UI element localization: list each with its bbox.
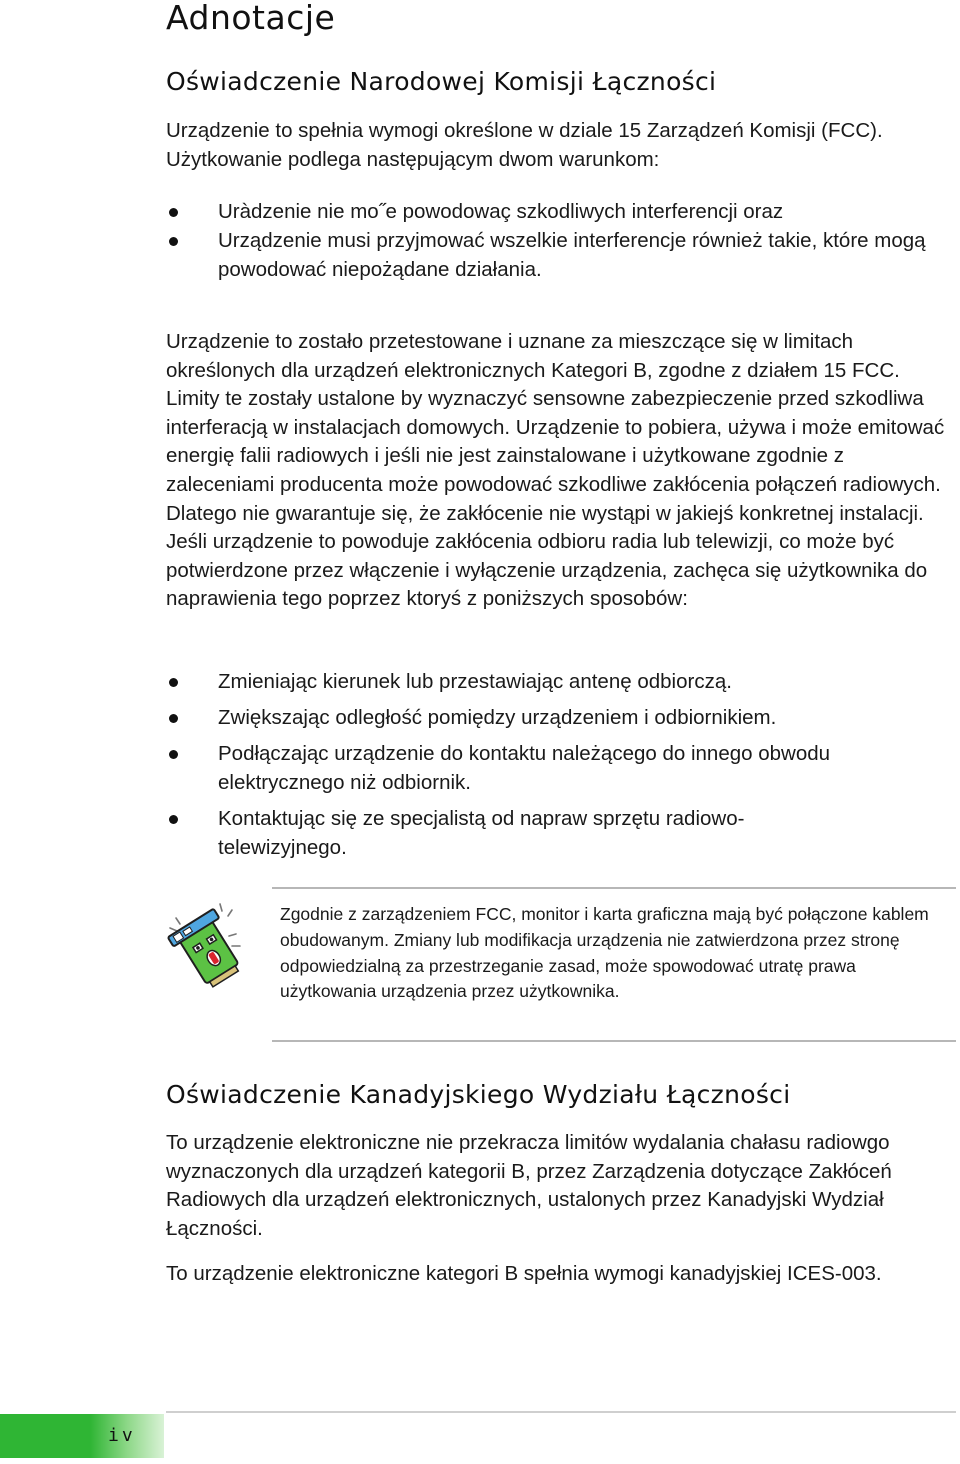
canada-heading: Oświadczenie Kanadyjskiego Wydziału Łączności	[166, 1080, 791, 1109]
fcc-heading: Oświadczenie Narodowej Komisji Łączności	[166, 67, 717, 96]
footer-divider	[166, 1411, 956, 1413]
bullet-icon	[169, 208, 178, 217]
list-item-text: Podłączając urządzenie do kontaktu należącego do innego obwodu elektrycznego niż odbiornik.	[218, 742, 831, 794]
page-number: iv	[108, 1425, 136, 1446]
list-item-text: Zmieniając kierunek lub przestawiając antenę odbiorczą.	[218, 670, 732, 693]
list-item	[166, 226, 956, 284]
bullet-icon	[169, 678, 178, 687]
note-bottom-divider	[272, 1040, 956, 1042]
canada-paragraph-2: To urządzenie elektroniczne kategori B spełnia wymogi kanadyjskiej ICES-003.	[166, 1262, 882, 1285]
list-item-text: Kontaktując się ze specjalistą od napraw sprzętu radiowo-telewizyjnego.	[218, 807, 745, 859]
list-item-text: Urządzenie musi przyjmować wszelkie interferencje również takie, które mogą powodować niepożądane działania.	[218, 229, 926, 281]
fcc-body: Urządzenie to zostało przetestowane i uznane za mieszczące się w limitach określonych dla urządzeń elektronicznych Kategori B, zgodne z działem 15 FCC. Limity te zostały ustalone by wyznaczyć sensowne zabezpieczenie przed szkodliwa interferacją w instalacjach domowych. Urządzenie to pobiera, używa i może emitować energię falii radiowych i jeśli nie jest zainstalowane i użytkowane zgodnie z zaleceniami producenta może powodować szkodliwe zakłócenia połączeń radiowych. Dlatego nie gwarantuje się, że zakłócenie nie wystąpi w jakiejś konkretnej instalacji. Jeśli urządzenie to powoduje zakłócenia odbioru radia lub telewizji, co może być potwierdzone przez włączenie i wyłączenie urządzenia, zachęca się użytkownika do naprawienia tego poprzez ktoryś z poniższych sposobów:	[166, 330, 945, 611]
list-item	[166, 804, 956, 862]
list-item-text: Uràdzenie nie mo˝e powodowaç szkodliwych interferencji oraz	[218, 200, 784, 223]
fcc-remedies-list	[166, 667, 956, 862]
warning-card-icon	[160, 898, 248, 990]
fcc-conditions-list	[166, 197, 956, 284]
canada-paragraph-1: To urządzenie elektroniczne nie przekracza limitów wydalania chałasu radiowgo wyznaczonych dla urządzeń kategorii B, przez Zarządzenia dotyczące Zakłóceń Radiowych dla urządzeń elektronicznych, ustalonych przez Kanadyjski Wydział Łączności.	[166, 1131, 892, 1240]
bullet-icon	[169, 237, 178, 246]
list-item	[166, 667, 956, 696]
list-item	[166, 197, 956, 226]
note-top-divider	[272, 887, 956, 889]
bullet-icon	[169, 714, 178, 723]
list-item	[166, 739, 956, 797]
list-item	[166, 703, 956, 732]
fcc-intro: Urządzenie to spełnia wymogi określone w dziale 15 Zarządzeń Komisji (FCC). Użytkowanie podlega następującym dwom warunkom:	[166, 119, 883, 171]
note-text: Zgodnie z zarządzeniem FCC, monitor i karta graficzna mają być połączone kablem obudowanym. Zmiany lub modifikacja urządzenia nie zatwierdzona przez stronę odpowiedzialną za przestrzeganie zasad, może spowodować utratę prawa użytkowania urządzenia przez użytkownika.	[280, 904, 929, 1002]
bullet-icon	[169, 750, 178, 759]
page-tab	[0, 1414, 164, 1458]
list-item-text: Zwiększając odległość pomiędzy urządzeniem i odbiornikiem.	[218, 706, 777, 729]
bullet-icon	[169, 815, 178, 824]
page-title: Adnotacje	[166, 0, 336, 37]
